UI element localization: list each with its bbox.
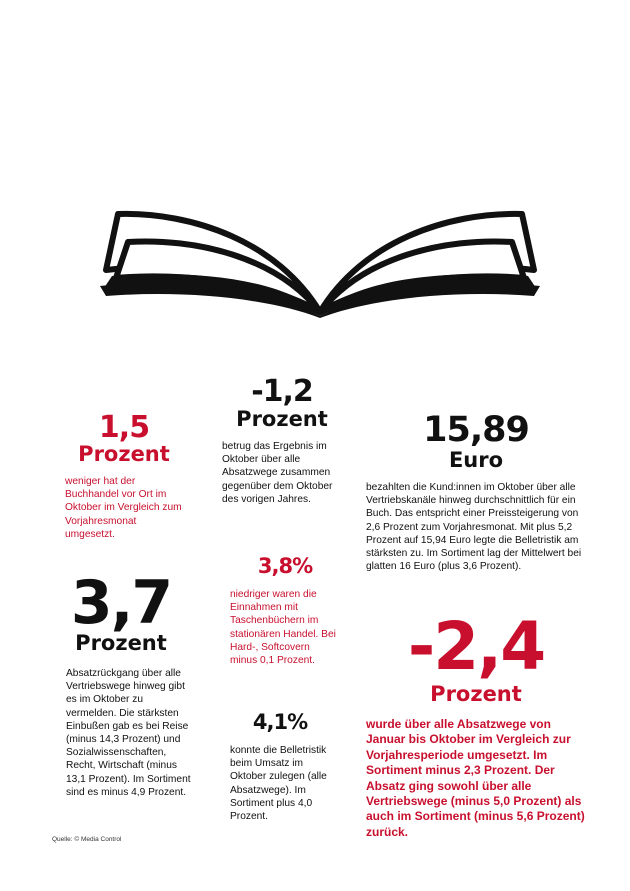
source-credit: Quelle: © Media Control [52,836,122,843]
stat-belletristik [230,712,330,823]
stat-description: wurde über alle Absatzwege von Januar bis Oktober im Vergleich zur Vorjahresperiode umgesetzt. Im Sortiment minus 2,3 Prozent. Der Absatz ging sowohl über alle Vertriebswege (minus 5,0 Prozent) als auch im Sortiment (minus 5,6 Prozent) zurück. [366,717,585,839]
stat-ergebnis-oktober [222,374,342,506]
stat-description: betrug das Ergebnis im Oktober über alle Absatzwege zusammen gegenüber dem Oktober des vorigen Jahres. [222,441,333,505]
stat-absatzrueckgang [52,568,191,799]
stat-description: Absatzrückgang über alle Vertriebswege hinweg gibt es im Oktober zu vermelden. Die stärksten Einbußen gab es bei Reise (minus 14,3 Prozent) und Sozialwissenschaften, Recht, Wirtschaft (minus 13,1 Prozent). Im Sortiment sind es minus 4,9 Prozent. [66,668,191,798]
open-book-icon [98,190,542,318]
stat-value: 15,89 [423,410,529,450]
stat-durchschnittspreis [366,410,586,573]
stat-value: -2,4 [407,608,545,685]
stat-taschenbuecher [230,556,340,667]
stat-description: niedriger waren die Einnahmen mit Taschenbüchern im stationären Handel. Bei Hard-, Softcovern minus 0,1 Prozent. [230,589,336,667]
stat-description: konnte die Belletristik beim Umsatz im Oktober zulegen (alle Absatzwege). Im Sortiment plus 4,0 Prozent. [230,745,327,823]
stat-value: 3,8% [257,554,313,578]
stat-unit: Prozent [430,682,522,706]
stat-description: bezahlten die Kund:innen im Oktober über alle Vertriebskanäle hinweg durchschnittlich für ein Buch. Das entspricht einer Preissteigerung von 2,6 Prozent zum Vorjahresmonat. Mit plus 5,2 Prozent auf 15,94 Euro legte die Belletristik am stärksten zu. Im Sortiment lag der Mittelwert bei glatten 16 Euro (plus 3,6 Prozent). [366,482,582,573]
stat-unit: Euro [448,448,504,472]
stat-unit: Prozent [75,631,167,655]
stat-jahresumsatz [366,608,586,840]
stat-buchhandel-umsatz [62,410,186,541]
stat-value: 1,5 [98,410,150,445]
stat-value: 3,7 [70,568,172,638]
stat-description: weniger hat der Buchhandel vor Ort im Oktober im Vergleich zum Vorjahresmonat umgesetzt. [65,476,182,540]
stat-value: -1,2 [251,374,313,409]
stat-unit: Prozent [78,442,170,466]
stat-value: 4,1% [252,710,308,734]
stat-unit: Prozent [236,407,328,431]
